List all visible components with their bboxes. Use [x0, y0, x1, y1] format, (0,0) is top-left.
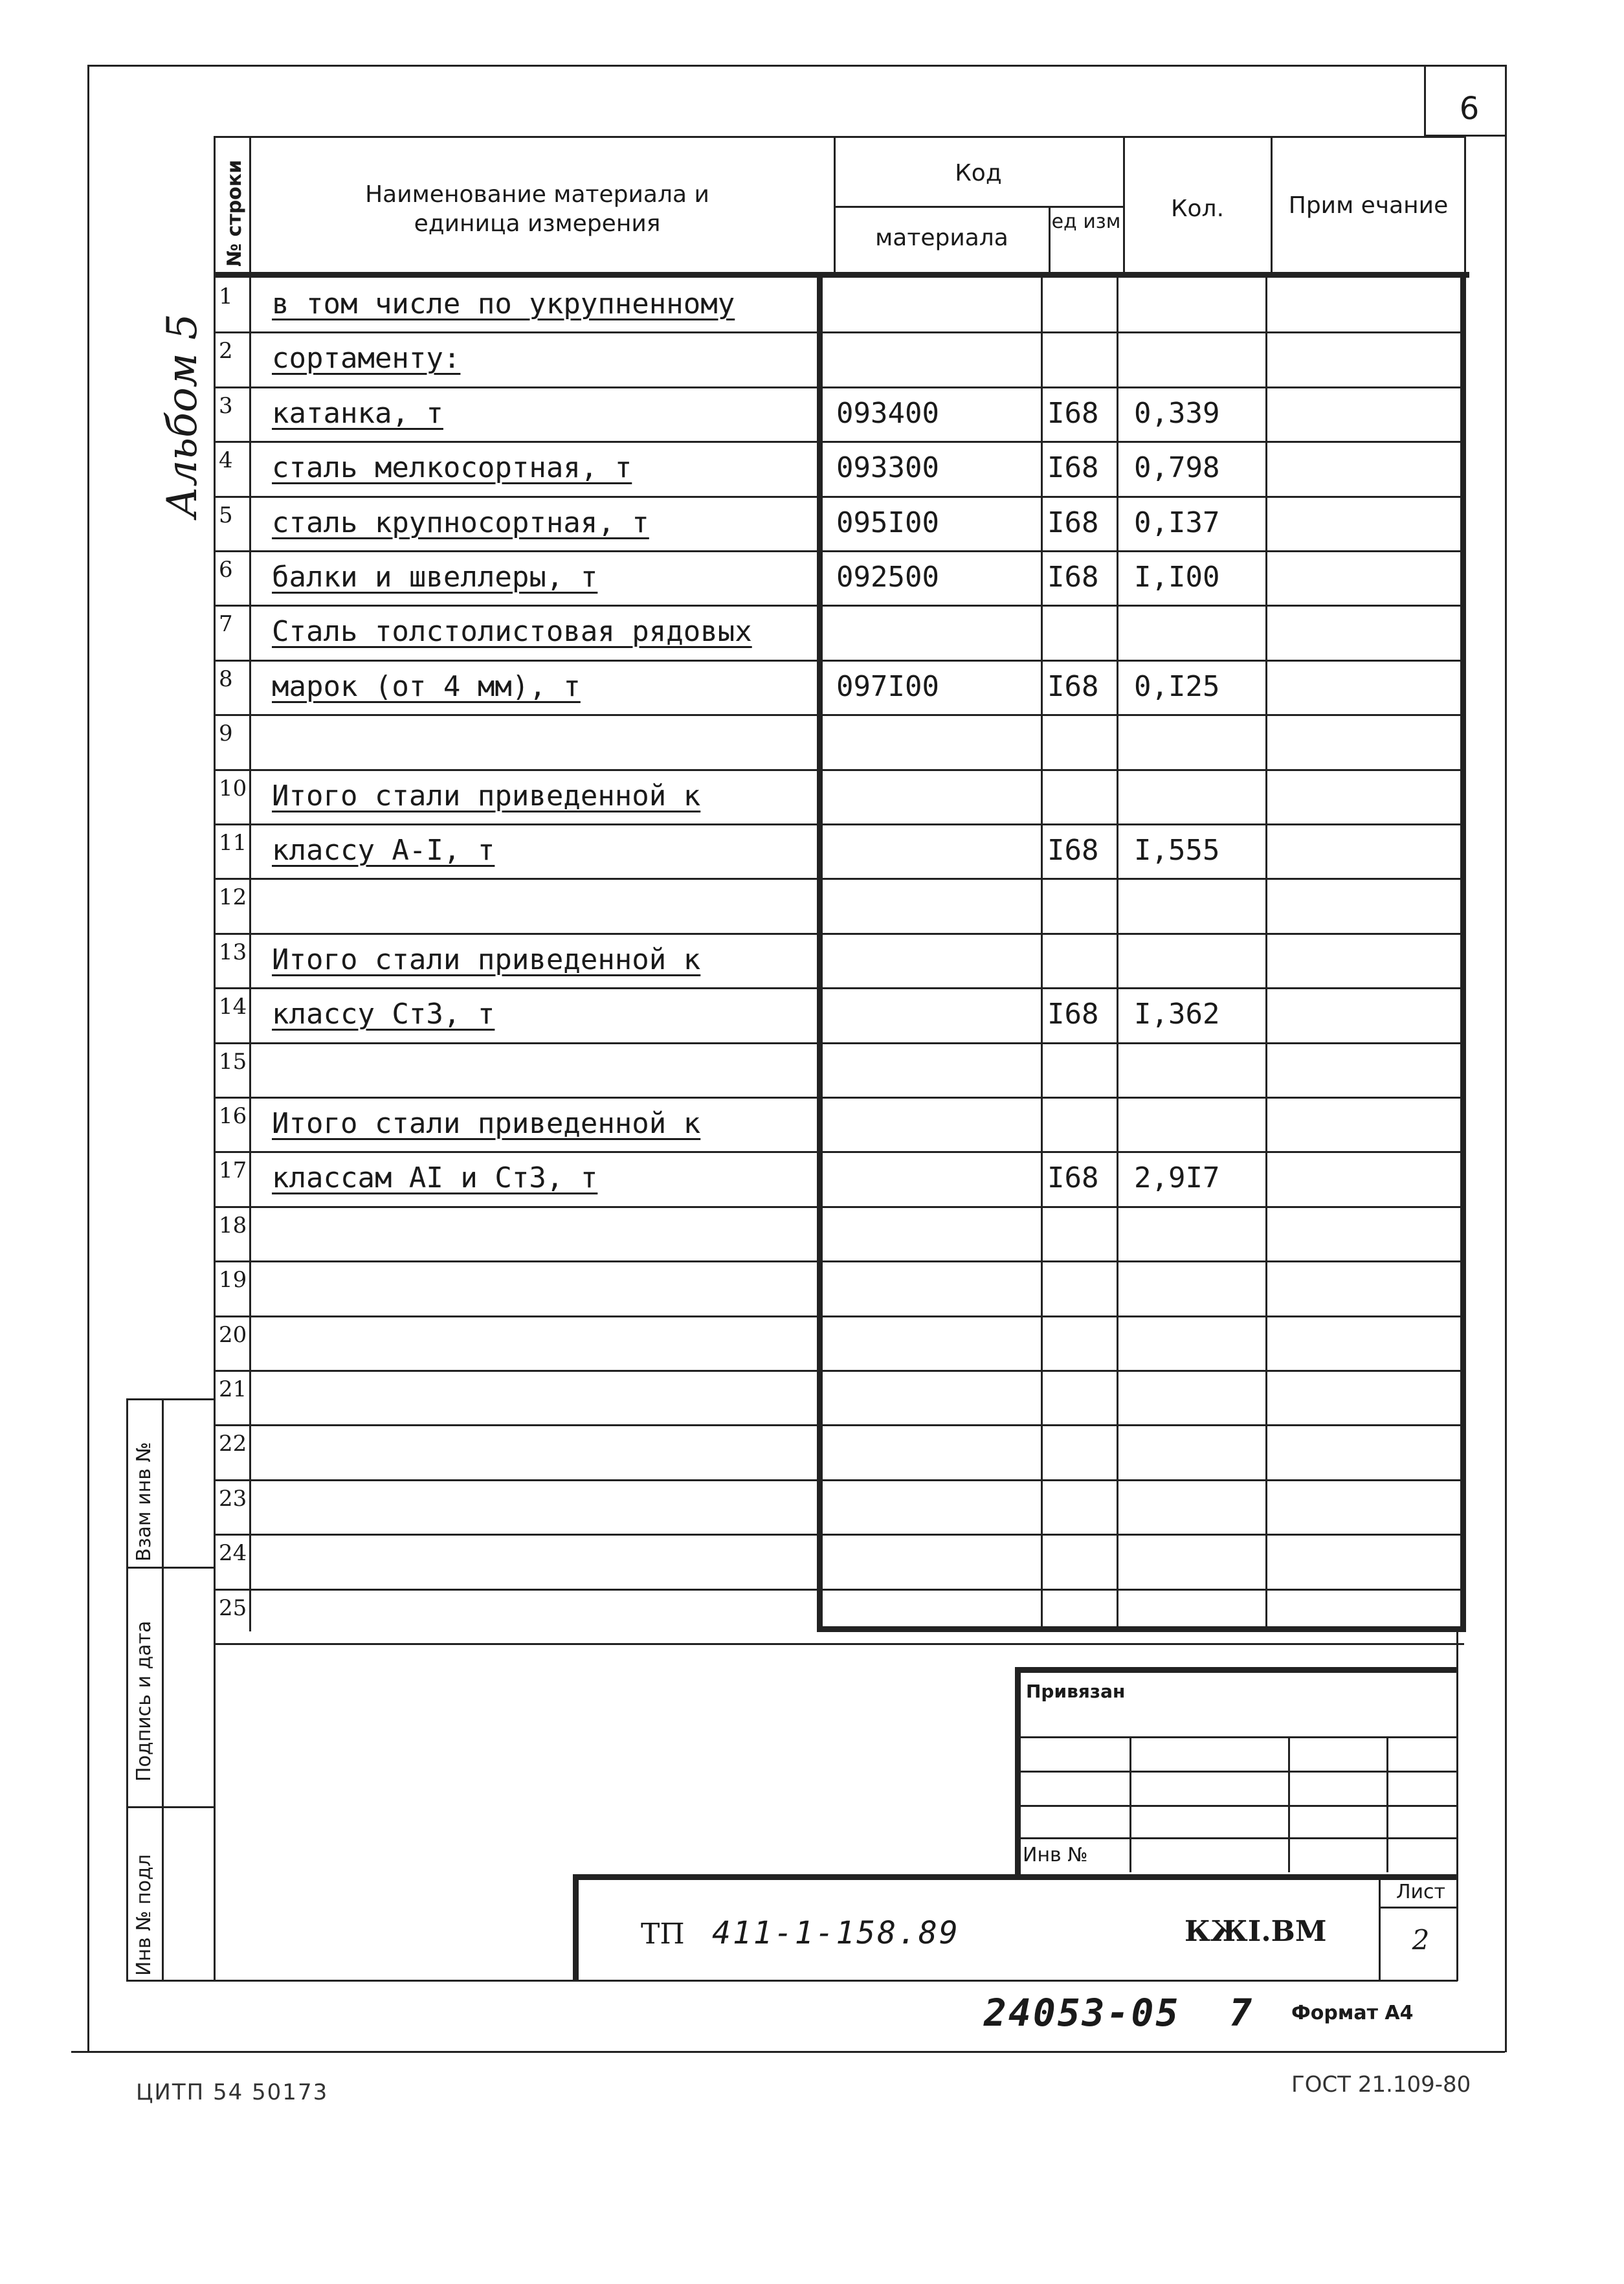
- row-number: 6: [219, 557, 233, 583]
- row-number: 15: [219, 1048, 247, 1075]
- quantity: I,362: [1134, 998, 1220, 1031]
- row-separator: [214, 1097, 1464, 1099]
- row-separator: [214, 1206, 1464, 1208]
- row-number: 8: [219, 666, 233, 692]
- quantity: 0,I25: [1134, 669, 1220, 703]
- row-number: 24: [219, 1540, 247, 1567]
- material-name: сталь крупносортная, т: [272, 506, 649, 539]
- stamp-left: [573, 1874, 579, 1981]
- row-separator: [214, 878, 1464, 880]
- unit-code: I68: [1047, 669, 1099, 703]
- stamp-sheet-left: [1379, 1874, 1381, 1981]
- material-name: Сталь толстолистовая рядовых: [272, 615, 752, 649]
- row-number: 4: [219, 447, 233, 474]
- row-number: 22: [219, 1431, 247, 1457]
- side-stamp-top: [126, 1398, 214, 1400]
- unit-code: I68: [1047, 396, 1099, 430]
- row-separator: [214, 331, 1464, 333]
- row-number: 5: [219, 502, 233, 528]
- unit-code: I68: [1047, 506, 1099, 539]
- outer-right-border: [1505, 65, 1507, 2052]
- material-code: 093400: [836, 396, 939, 430]
- material-name: сталь мелкосортная, т: [272, 451, 632, 485]
- data-box-left: [817, 272, 823, 1631]
- privyazan-top: [1015, 1667, 1458, 1673]
- row-number: 14: [219, 994, 247, 1020]
- row-number: 25: [219, 1595, 247, 1621]
- row-number: 3: [219, 392, 233, 419]
- stamp-sheet-divider: [1379, 1907, 1458, 1909]
- row-number: 19: [219, 1267, 247, 1293]
- row-number: 13: [219, 939, 247, 965]
- inv-no-label: Инв №: [1023, 1844, 1088, 1866]
- material-name: классам АI и Ст3, т: [272, 1161, 598, 1195]
- material-code: 095I00: [836, 506, 939, 539]
- row-separator: [214, 714, 1464, 716]
- quantity: 0,339: [1134, 396, 1220, 430]
- row-separator: [214, 1370, 1464, 1372]
- project-prefix: ТП: [641, 1918, 685, 1951]
- rownum-col-divider: [249, 136, 251, 1631]
- material-name: марок (от 4 мм), т: [272, 669, 581, 703]
- row-number: 18: [219, 1212, 247, 1238]
- row-separator: [214, 823, 1464, 825]
- table-left-border: [214, 136, 216, 1981]
- row-separator: [214, 605, 1464, 607]
- material-name: катанка, т: [272, 396, 443, 430]
- format-label: Формат А4: [1291, 2002, 1414, 2024]
- material-name: классу А-I, т: [272, 834, 495, 867]
- row-separator: [214, 769, 1464, 771]
- privyazan-col1: [1129, 1736, 1131, 1872]
- album-label: Альбом 5: [159, 313, 206, 518]
- quantity: I,555: [1134, 834, 1220, 867]
- unit-code: I68: [1047, 834, 1099, 867]
- row-separator: [214, 1151, 1464, 1153]
- row-number: 17: [219, 1158, 247, 1184]
- row-separator: [214, 987, 1464, 989]
- material-name: классу Ст3, т: [272, 998, 495, 1031]
- side-stamp-left: [126, 1398, 128, 1981]
- side-stamp-div2: [126, 1806, 214, 1808]
- quantity: 0,I37: [1134, 506, 1220, 539]
- unit-code: I68: [1047, 1161, 1099, 1195]
- row-separator: [214, 660, 1464, 662]
- outer-left-border: [87, 65, 89, 2052]
- sheet-number-box-left: [1424, 65, 1426, 136]
- sheet-number: 6: [1459, 91, 1480, 127]
- quantity: I,I00: [1134, 561, 1220, 594]
- row-number: 12: [219, 884, 247, 911]
- material-name: Итого стали приведенной к: [272, 1107, 701, 1140]
- table-top-border: [214, 136, 1466, 138]
- row-separator: [214, 441, 1464, 443]
- row-separator: [214, 1316, 1464, 1317]
- header-note: Прим ечание: [1288, 192, 1449, 219]
- data-box-bottom: [817, 1626, 1466, 1632]
- stamp-top: [573, 1874, 1458, 1880]
- outer-top-border: [87, 65, 1505, 67]
- row-separator: [214, 1643, 1464, 1645]
- row-number: 10: [219, 775, 247, 801]
- material-name: в том числе по укрупненному: [272, 287, 735, 320]
- quantity: 2,9I7: [1134, 1161, 1220, 1195]
- gost-label: ГОСТ 21.109-80: [1291, 2072, 1471, 2098]
- privyazan-row1: [1015, 1736, 1458, 1738]
- material-name: балки и швеллеры, т: [272, 561, 598, 594]
- unit-code: I68: [1047, 998, 1099, 1031]
- row-number: 1: [219, 284, 233, 309]
- row-separator: [214, 933, 1464, 935]
- title-block-bottom: [214, 1980, 1458, 1982]
- header-code: Код: [955, 160, 1002, 186]
- row-separator: [214, 1042, 1464, 1044]
- side-stamp-bottom: [126, 1980, 214, 1982]
- project-mark: КЖI.ВМ: [1185, 1915, 1327, 1948]
- material-code: 093300: [836, 451, 939, 485]
- sheet-value: 2: [1412, 1924, 1430, 1956]
- row-separator: [214, 1479, 1464, 1481]
- material-name: Итого стали приведенной к: [272, 779, 701, 812]
- side-stamp-div1: [126, 1567, 214, 1569]
- privyazan-row4: [1015, 1837, 1458, 1839]
- row-number: 2: [219, 338, 233, 364]
- row-number: 7: [219, 611, 233, 638]
- row-number: 21: [219, 1376, 247, 1402]
- unit-code: I68: [1047, 451, 1099, 485]
- side-stamp-mid: [162, 1398, 164, 1981]
- privyazan-col2: [1288, 1736, 1290, 1872]
- row-separator: [214, 550, 1464, 552]
- side-stamp-inv-podl: Инв № подл: [133, 1854, 155, 1976]
- row-number: 11: [219, 830, 247, 856]
- header-code-unit: ед изм: [1051, 210, 1121, 233]
- row-number: 20: [219, 1321, 247, 1348]
- privyazan-col3: [1386, 1736, 1388, 1872]
- row-separator: [214, 1260, 1464, 1262]
- project-code: 411-1-158.89: [712, 1915, 960, 1951]
- row-separator: [214, 496, 1464, 498]
- header-row-number: № строки: [223, 159, 246, 267]
- header-material-name: Наименование материала и единица измерения: [365, 181, 709, 237]
- outer-bottom-border: [71, 2051, 1505, 2053]
- row-number: 9: [219, 721, 233, 747]
- privyazan-row2: [1015, 1771, 1458, 1773]
- header-code-material: материала: [875, 225, 1008, 251]
- unit-code: I68: [1047, 561, 1099, 594]
- row-separator: [214, 1424, 1464, 1426]
- code-subheader-line: [834, 206, 1123, 208]
- privyazan-row3: [1015, 1805, 1458, 1807]
- row-separator: [214, 1534, 1464, 1536]
- header-quantity: Кол.: [1170, 196, 1225, 222]
- printer-code: ЦИТП 54 50173: [136, 2079, 329, 2105]
- row-separator: [214, 386, 1464, 388]
- material-name: сортаменту:: [272, 342, 461, 375]
- side-stamp-vzam: Взам инв №: [133, 1442, 155, 1562]
- quantity: 0,798: [1134, 451, 1220, 485]
- row-number: 23: [219, 1485, 247, 1512]
- material-name: Итого стали приведенной к: [272, 943, 701, 976]
- sheet-label: Лист: [1396, 1881, 1446, 1903]
- handwritten-number: 24053-05 7: [984, 1991, 1254, 2035]
- privyazan-label: Привязан: [1026, 1681, 1126, 1702]
- material-code: 097I00: [836, 669, 939, 703]
- row-number: 16: [219, 1103, 247, 1129]
- data-box-right: [1460, 272, 1466, 1631]
- material-code: 092500: [836, 561, 939, 594]
- row-separator: [214, 1589, 1464, 1591]
- side-stamp-podpis: Подпись и дата: [133, 1620, 155, 1782]
- header-bottom-line: [214, 272, 1469, 278]
